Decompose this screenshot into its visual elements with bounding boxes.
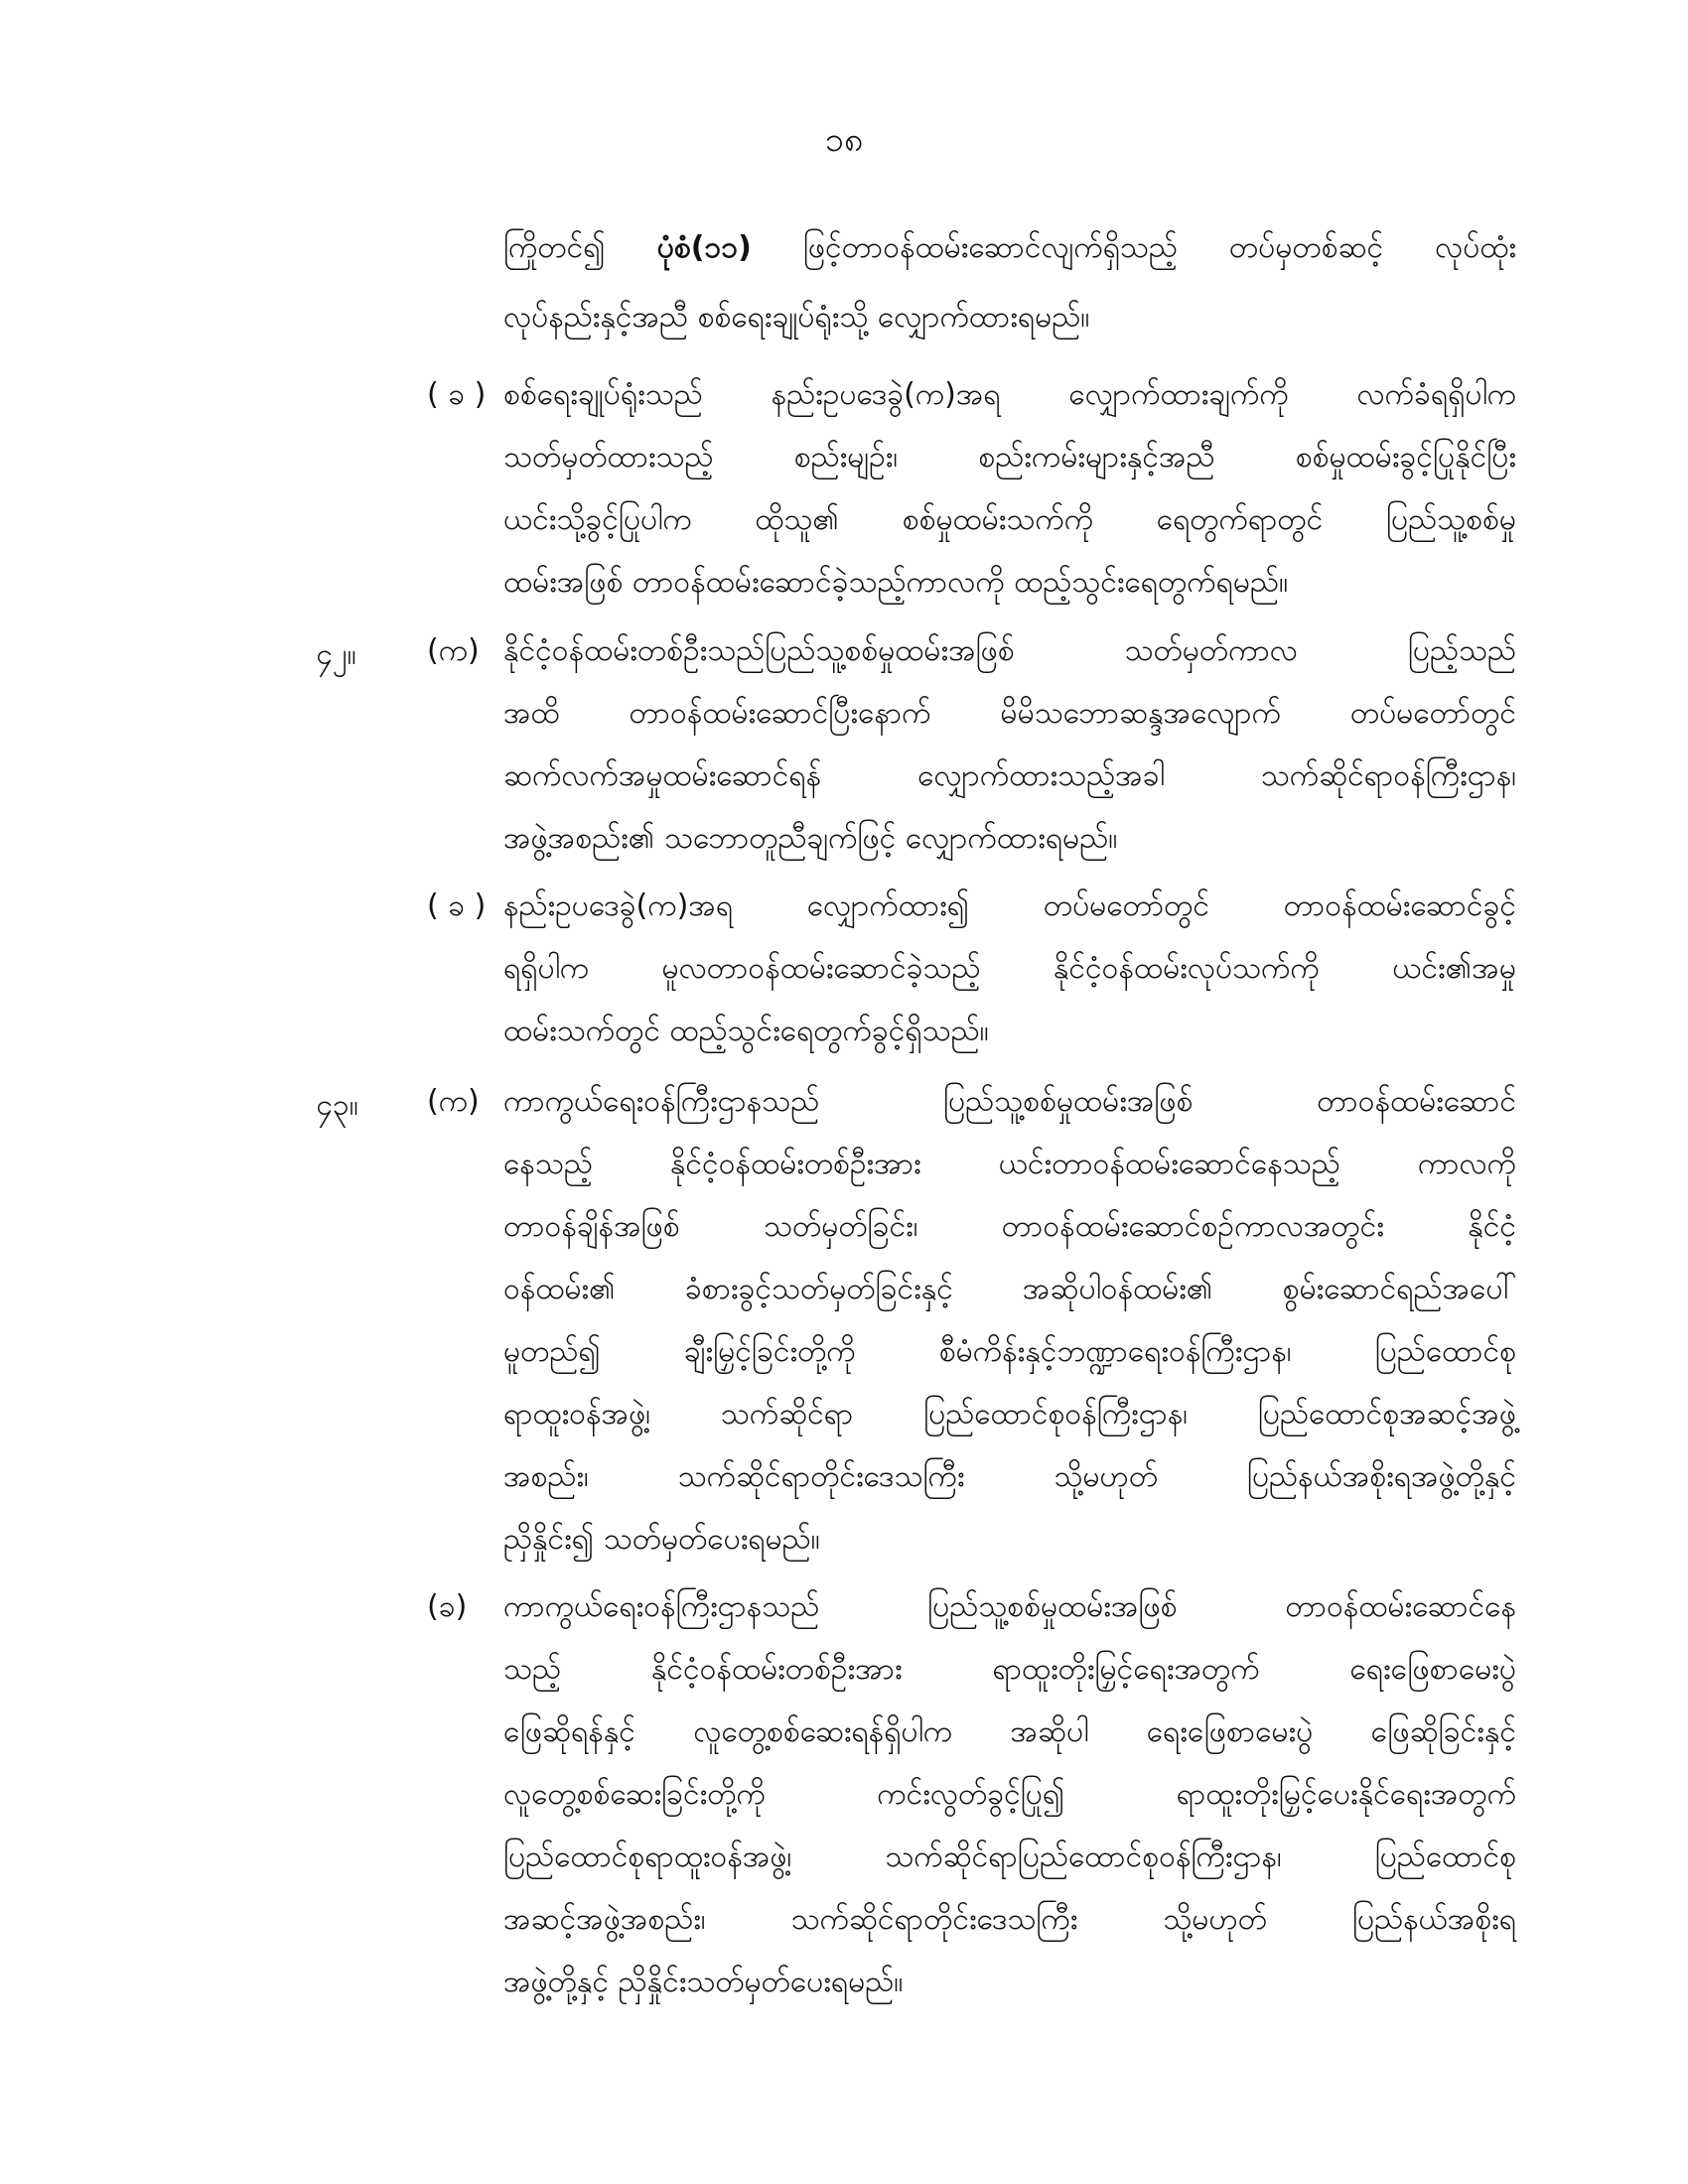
clause-line: ဝန်ထမ်း၏ ခံစားခွင့်သတ်မှတ်ခြင်းနှင့် အဆိုပါဝန်ထမ်း၏ စွမ်းဆောင်ရည်အပေါ် [503,1272,1516,1306]
clause-line: သည့် နိုင်ငံ့ဝန်ထမ်းတစ်ဦးအား ရာထူးတိုးမြှင့်ရေးအတွက် ရေးဖြေစာမေးပွဲ [503,1652,1516,1687]
clause-line: ရာထူးဝန်အဖွဲ့၊ သက်ဆိုင်ရာ ပြည်ထောင်စုဝန်ကြီးဌာန၊ ပြည်ထောင်စုအဆင့်အဖွဲ့ [503,1397,1516,1432]
clause-line: တာဝန်ချိန်အဖြစ် သတ်မှတ်ခြင်း၊ တာဝန်ထမ်းဆောင်စဉ်ကာလအတွင်း နိုင်ငံ့ [503,1209,1516,1244]
clause-line: မူတည်၍ ချီးမြှင့်ခြင်းတို့ကို စီမံကိန်းနှင့်ဘဏ္ဍာရေးဝန်ကြီးဌာန၊ ပြည်ထောင်စု [503,1334,1516,1369]
clause-line: ပြည်ထောင်စုရာထူးဝန်အဖွဲ့၊ သက်ဆိုင်ရာပြည်ထောင်စုဝန်ကြီးဌာန၊ ပြည်ထောင်စု [503,1840,1516,1874]
clause-line: ရရှိပါက မူလတာဝန်ထမ်းဆောင်ခဲ့သည့် နိုင်ငံ့ဝန်ထမ်းလုပ်သက်ကို ယင်း၏အမှု [503,951,1516,986]
clause-line: နည်းဥပဒေခွဲ(က)အရ လျှောက်ထား၍ တပ်မတော်တွင် တာဝန်ထမ်းဆောင်ခွင့် [503,888,1516,923]
clause-line: ကာကွယ်ရေးဝန်ကြီးဌာနသည် ပြည်သူ့စစ်မှုထမ်းအဖြစ် တာဝန်ထမ်းဆောင် [503,1084,1516,1119]
clause-line: နေသည့် နိုင်ငံ့ဝန်ထမ်းတစ်ဦးအား ယင်းတာဝန်ထမ်းဆောင်နေသည့် ကာလကို [503,1147,1516,1181]
clause-line: ထမ်းသက်တွင် ထည့်သွင်းရေတွက်ခွင့်ရှိသည်။ [503,1014,989,1048]
clause-line: အဆင့်အဖွဲ့အစည်း၊ သက်ဆိုင်ရာတိုင်းဒေသကြီး သို့မဟုတ် ပြည်နယ်အစိုးရ [503,1902,1516,1937]
sub-clause-label: (က) [427,1084,480,1119]
intro-line-1: ကြိုတင်၍ ပုံစံ(၁၁) ဖြင့်တာဝန်ထမ်းဆောင်လျက်ရှိသည့် တပ်မှတစ်ဆင့် လုပ်ထုံး [503,230,1516,265]
clause-line: အဖွဲ့အစည်း၏ သဘောတူညီချက်ဖြင့် လျှောက်ထားရမည်။ [503,821,1118,856]
sub-clause-label: (က) [427,633,480,668]
clause-line: လူတွေ့စစ်ဆေးခြင်းတို့ကို ကင်းလွတ်ခွင့်ပြု၍ ရာထူးတိုးမြှင့်ပေးနိုင်ရေးအတွက် [503,1777,1516,1812]
sub-clause-label: ( ခ ) [427,377,487,412]
clause-line: ဆက်လက်အမှုထမ်းဆောင်ရန် လျှောက်ထားသည့်အခါ သက်ဆိုင်ရာဝန်ကြီးဌာန၊ [503,758,1516,793]
page-number: ၁၈ [824,120,864,160]
clause-line: နိုင်ငံ့ဝန်ထမ်းတစ်ဦးသည်ပြည်သူ့စစ်မှုထမ်းအဖြစ် သတ်မှတ်ကာလ ပြည့်သည် [503,633,1516,668]
sub-clause-label: ( ခ ) [427,888,487,923]
clause-line: အထိ တာဝန်ထမ်းဆောင်ပြီးနောက် မိမိသဘောဆန္ဒအလျောက် တပ်မတော်တွင် [503,696,1516,731]
clause-line: သတ်မှတ်ထားသည့် စည်းမျဉ်း၊ စည်းကမ်းများနှင့်အညီ စစ်မှုထမ်းခွင့်ပြုနိုင်ပြီး [503,440,1516,475]
form-reference: ပုံစံ(၁၁) [656,230,752,265]
clause-line: ညှိနှိုင်း၍ သတ်မှတ်ပေးရမည်။ [503,1522,820,1557]
section-number: ၄၃။ [316,1088,358,1123]
clause-line: ထမ်းအဖြစ် တာဝန်ထမ်းဆောင်ခဲ့သည့်ကာလကို ထည့်သွင်းရေတွက်ရမည်။ [503,565,1289,600]
clause-line: စစ်ရေးချုပ်ရုံးသည် နည်းဥပဒေခွဲ(က)အရ လျှောက်ထားချက်ကို လက်ခံရရှိပါက [503,377,1516,412]
intro-line-2: လုပ်နည်းနှင့်အညီ စစ်ရေးချုပ်ရုံးသို့ လျှောက်ထားရမည်။ [503,300,1090,335]
clause-line: အဖွဲ့တို့နှင့် ညှိနှိုင်းသတ်မှတ်ပေးရမည်။ [503,1965,904,1999]
clause-line: ကာကွယ်ရေးဝန်ကြီးဌာနသည် ပြည်သူ့စစ်မှုထမ်းအဖြစ် တာဝန်ထမ်းဆောင်နေ [503,1589,1516,1624]
clause-line: အစည်း၊ သက်ဆိုင်ရာတိုင်းဒေသကြီး သို့မဟုတ် ပြည်နယ်အစိုးရအဖွဲ့တို့နှင့် [503,1459,1516,1494]
section-number: ၄၂။ [316,637,356,672]
clause-line: ဖြေဆိုရန်နှင့် လူတွေ့စစ်ဆေးရန်ရှိပါက အဆိုပါ ရေးဖြေစာမေးပွဲ ဖြေဆိုခြင်းနှင့် [503,1714,1516,1749]
sub-clause-label: (ခ) [427,1589,468,1624]
clause-line: ယင်းသို့ခွင့်ပြုပါက ထိုသူ၏ စစ်မှုထမ်းသက်ကို ရေတွက်ရာတွင် ပြည်သူ့စစ်မှု [503,502,1516,537]
